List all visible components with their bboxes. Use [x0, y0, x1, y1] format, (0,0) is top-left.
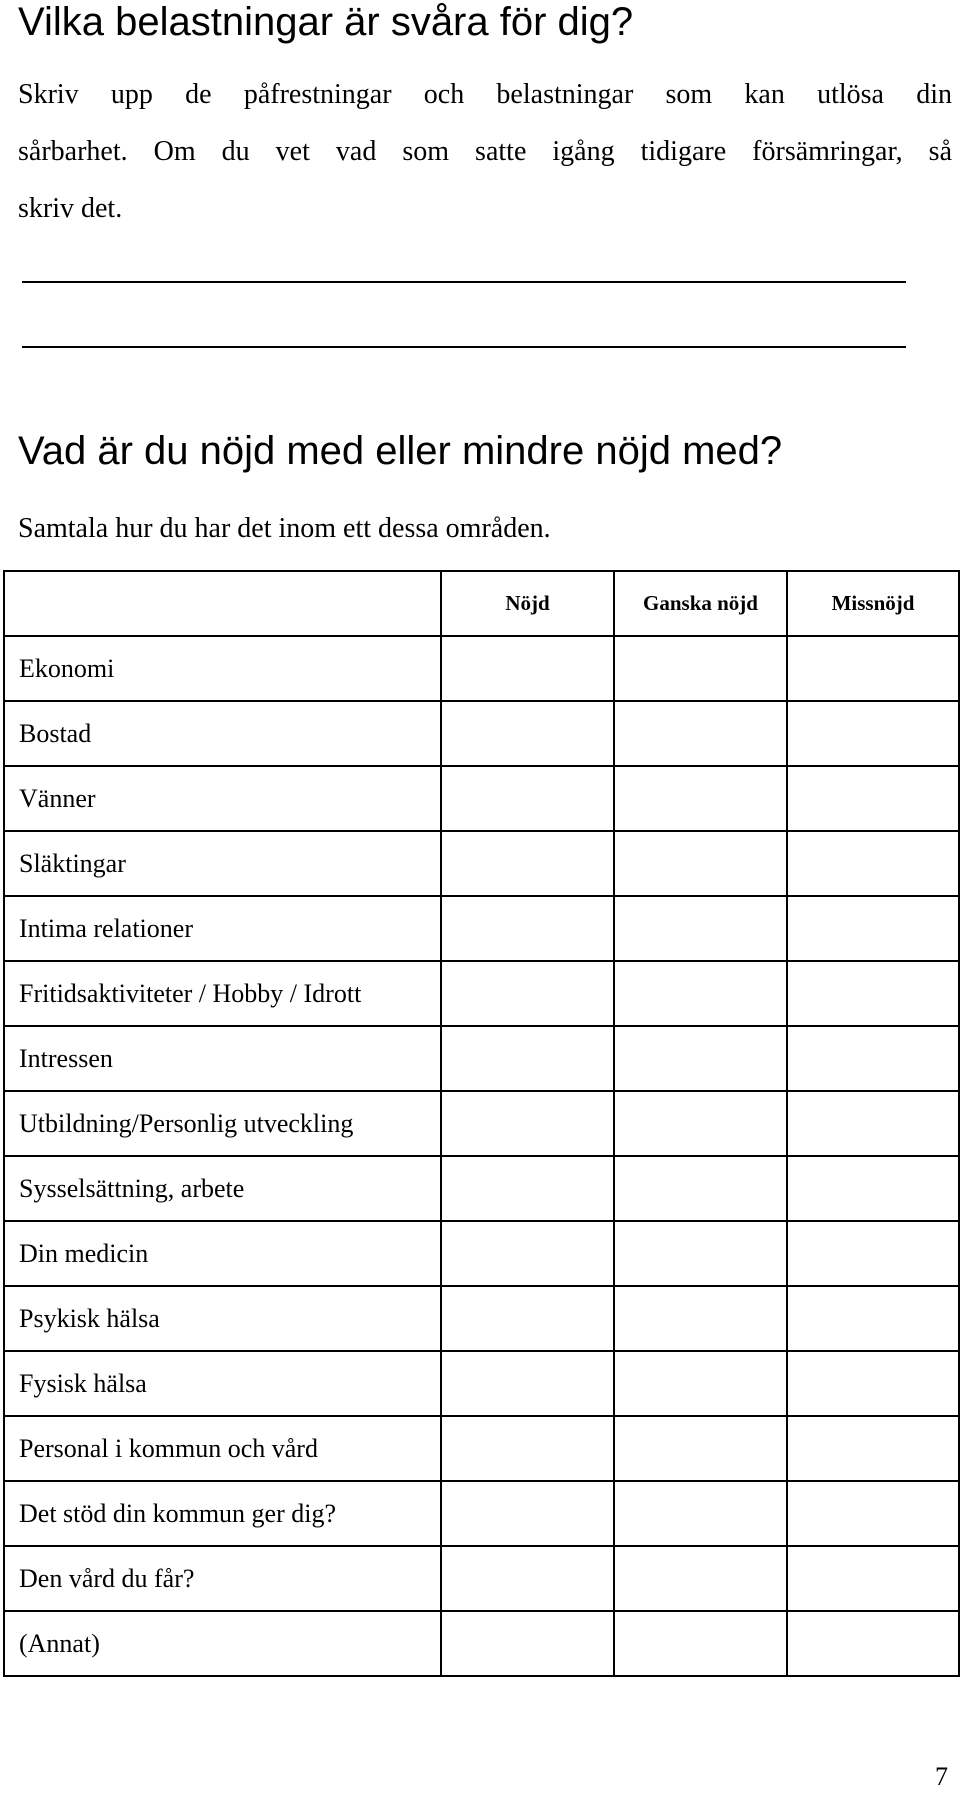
- page-number: 7: [935, 1762, 948, 1791]
- table-row: [4, 831, 959, 896]
- answer-cell-missnojd[interactable]: [787, 1611, 959, 1676]
- intro-line: skriv det.: [18, 193, 123, 224]
- answer-cell-nojd[interactable]: [441, 1091, 614, 1156]
- table-row: [4, 1546, 959, 1611]
- table-row: [4, 636, 959, 701]
- header-ganska-nojd: Ganska nöjd: [614, 571, 787, 636]
- table-row: [4, 961, 959, 1026]
- answer-cell-ganska-nojd[interactable]: [614, 1026, 787, 1091]
- answer-cell-ganska-nojd[interactable]: [614, 1546, 787, 1611]
- answer-cell-nojd[interactable]: [441, 831, 614, 896]
- answer-cell-nojd[interactable]: [441, 766, 614, 831]
- answer-cell-missnojd[interactable]: [787, 831, 959, 896]
- answer-cell-ganska-nojd[interactable]: [614, 831, 787, 896]
- answer-cell-missnojd[interactable]: [787, 636, 959, 701]
- answer-cell-missnojd[interactable]: [787, 1091, 959, 1156]
- answer-cell-ganska-nojd[interactable]: [614, 896, 787, 961]
- answer-cell-ganska-nojd[interactable]: [614, 701, 787, 766]
- table-row: [4, 766, 959, 831]
- answer-cell-ganska-nojd[interactable]: [614, 1156, 787, 1221]
- row-label: (Annat): [4, 1611, 441, 1676]
- answer-cell-nojd[interactable]: [441, 1286, 614, 1351]
- row-label: Utbildning/Personlig utveckling: [4, 1091, 441, 1156]
- answer-cell-ganska-nojd[interactable]: [614, 1416, 787, 1481]
- answer-cell-ganska-nojd[interactable]: [614, 1351, 787, 1416]
- header-missnojd: Missnöjd: [787, 571, 959, 636]
- answer-cell-nojd[interactable]: [441, 1611, 614, 1676]
- answer-cell-nojd[interactable]: [441, 1026, 614, 1091]
- row-label: Ekonomi: [4, 636, 441, 701]
- answer-cell-missnojd[interactable]: [787, 1351, 959, 1416]
- row-label: Psykisk hälsa: [4, 1286, 441, 1351]
- answer-cell-missnojd[interactable]: [787, 1026, 959, 1091]
- answer-cell-nojd[interactable]: [441, 1546, 614, 1611]
- row-label: Intressen: [4, 1026, 441, 1091]
- blank-writing-line[interactable]: [22, 346, 906, 348]
- answer-cell-missnojd[interactable]: [787, 961, 959, 1026]
- row-label: Släktingar: [4, 831, 441, 896]
- blank-writing-line[interactable]: [22, 281, 906, 283]
- intro-line: sårbarhet. Om du vet vad som satte igång tidigare försämringar, så: [18, 136, 952, 167]
- answer-cell-missnojd[interactable]: [787, 1156, 959, 1221]
- row-label: Fritidsaktiviteter / Hobby / Idrott: [4, 961, 441, 1026]
- answer-cell-ganska-nojd[interactable]: [614, 1481, 787, 1546]
- answer-cell-nojd[interactable]: [441, 1221, 614, 1286]
- row-label: Den vård du får?: [4, 1546, 441, 1611]
- row-label: Din medicin: [4, 1221, 441, 1286]
- table-row: [4, 1026, 959, 1091]
- answer-cell-nojd[interactable]: [441, 701, 614, 766]
- answer-cell-missnojd[interactable]: [787, 1286, 959, 1351]
- row-label: Bostad: [4, 701, 441, 766]
- answer-cell-nojd[interactable]: [441, 896, 614, 961]
- answer-cell-missnojd[interactable]: [787, 896, 959, 961]
- table-row: [4, 1286, 959, 1351]
- answer-cell-missnojd[interactable]: [787, 701, 959, 766]
- row-label: Vänner: [4, 766, 441, 831]
- answer-cell-missnojd[interactable]: [787, 1546, 959, 1611]
- intro-line: Skriv upp de påfrestningar och belastningar som kan utlösa din: [18, 79, 952, 110]
- answer-cell-nojd[interactable]: [441, 1481, 614, 1546]
- table-row: [4, 701, 959, 766]
- answer-cell-ganska-nojd[interactable]: [614, 961, 787, 1026]
- table-row: [4, 1481, 959, 1546]
- row-label: Fysisk hälsa: [4, 1351, 441, 1416]
- answer-cell-nojd[interactable]: [441, 961, 614, 1026]
- answer-cell-ganska-nojd[interactable]: [614, 1091, 787, 1156]
- row-label: Sysselsättning, arbete: [4, 1156, 441, 1221]
- answer-cell-ganska-nojd[interactable]: [614, 1286, 787, 1351]
- section-subtitle: Samtala hur du har det inom ett dessa områden.: [18, 513, 551, 544]
- answer-cell-nojd[interactable]: [441, 1156, 614, 1221]
- answer-cell-nojd[interactable]: [441, 1351, 614, 1416]
- table-header-row: [4, 571, 959, 636]
- table-row: [4, 1221, 959, 1286]
- answer-cell-missnojd[interactable]: [787, 1416, 959, 1481]
- header-empty-cell: [4, 571, 441, 636]
- section-title-stressors: Vilka belastningar är svåra för dig?: [18, 0, 634, 44]
- table-row: [4, 1416, 959, 1481]
- answer-cell-missnojd[interactable]: [787, 1481, 959, 1546]
- answer-cell-nojd[interactable]: [441, 636, 614, 701]
- answer-cell-ganska-nojd[interactable]: [614, 1221, 787, 1286]
- table-row: [4, 1611, 959, 1676]
- answer-cell-nojd[interactable]: [441, 1416, 614, 1481]
- table-row: [4, 896, 959, 961]
- row-label: Intima relationer: [4, 896, 441, 961]
- answer-cell-missnojd[interactable]: [787, 766, 959, 831]
- row-label: Personal i kommun och vård: [4, 1416, 441, 1481]
- answer-cell-ganska-nojd[interactable]: [614, 1611, 787, 1676]
- answer-cell-missnojd[interactable]: [787, 1221, 959, 1286]
- row-label: Det stöd din kommun ger dig?: [4, 1481, 441, 1546]
- answer-cell-ganska-nojd[interactable]: [614, 636, 787, 701]
- table-row: [4, 1091, 959, 1156]
- intro-paragraph: [18, 66, 952, 237]
- table-body: [4, 636, 959, 1676]
- table-row: [4, 1156, 959, 1221]
- answer-cell-ganska-nojd[interactable]: [614, 766, 787, 831]
- section-title-satisfaction: Vad är du nöjd med eller mindre nöjd med?: [18, 429, 783, 473]
- satisfaction-table: [3, 570, 960, 1677]
- header-nojd: Nöjd: [441, 571, 614, 636]
- table-row: [4, 1351, 959, 1416]
